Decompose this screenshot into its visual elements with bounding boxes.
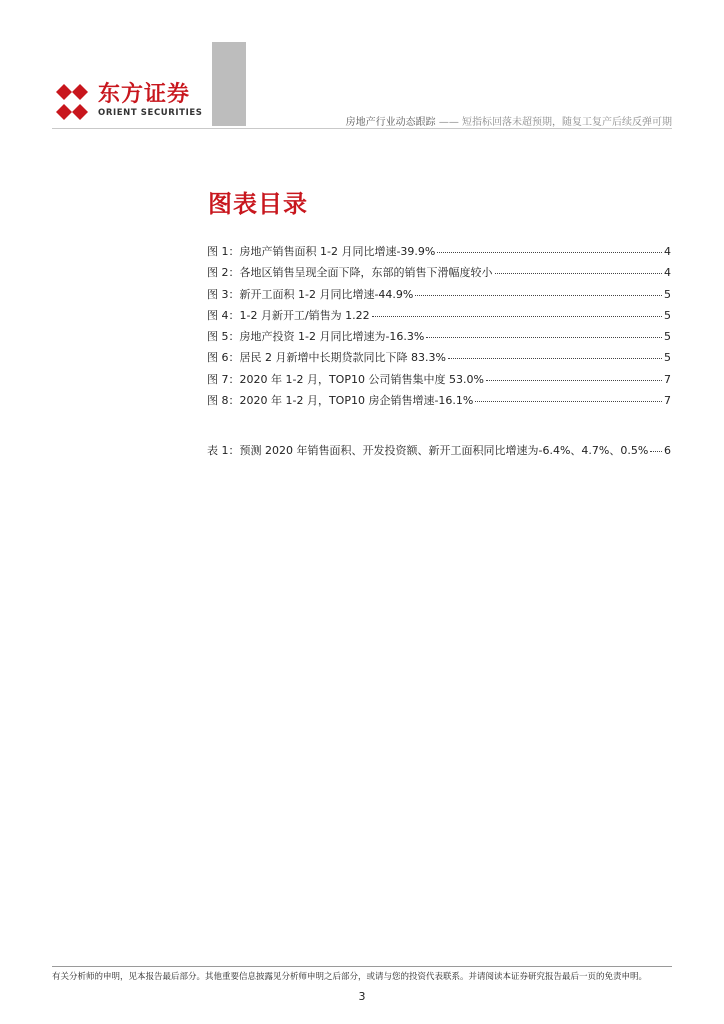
toc-entry-table-1[interactable] xyxy=(207,442,671,463)
header-separator: —— xyxy=(435,117,462,128)
toc-entry-label: 图 4：1-2 月新开工/销售为 1.22 xyxy=(207,308,370,322)
toc-leader-dots xyxy=(495,273,663,274)
toc-entry-page: 7 xyxy=(664,372,671,386)
logo-chinese-name: 东方证券 xyxy=(98,82,191,107)
toc-entry-page: 5 xyxy=(664,330,671,344)
header-gray-block xyxy=(212,42,246,126)
toc-leader-dots xyxy=(650,451,662,452)
footer-divider xyxy=(52,966,672,967)
toc-entry-page: 5 xyxy=(664,308,671,322)
toc-entry-figure-2[interactable] xyxy=(207,264,671,285)
toc-leader-dots xyxy=(486,380,662,381)
logo-mark-icon xyxy=(52,82,92,122)
toc-leader-dots xyxy=(372,316,662,317)
toc-entry-label: 图 1：房地产销售面积 1-2 月同比增速-39.9% xyxy=(207,245,436,258)
toc-leader-dots xyxy=(415,295,662,296)
figure-list xyxy=(207,243,671,413)
toc-entry-label: 图 2：各地区销售呈现全面下降，东部的销售下滑幅度较小 xyxy=(207,266,493,280)
orient-securities-logo xyxy=(52,82,212,122)
toc-entry-figure-6[interactable] xyxy=(207,349,671,370)
toc-entry-figure-3[interactable] xyxy=(207,286,671,307)
header-divider xyxy=(52,128,672,129)
toc-entry-label: 图 3：新开工面积 1-2 月同比增速-44.9% xyxy=(207,287,414,301)
toc-leader-dots xyxy=(437,252,662,253)
report-header xyxy=(346,113,672,128)
toc-entry-figure-8[interactable] xyxy=(207,392,671,413)
toc-entry-page: 5 xyxy=(664,351,671,365)
toc-entry-page: 5 xyxy=(664,287,671,301)
toc-leader-dots xyxy=(475,401,662,402)
toc-entry-label: 表 1：预测 2020 年销售面积、开发投资额、新开工面积同比增速为-6.4%、4.7%、0.5% xyxy=(207,444,649,457)
toc-entry-figure-4[interactable] xyxy=(207,307,671,328)
toc-entry-label: 图 8：2020 年 1-2 月，TOP10 房企销售增速-16.1% xyxy=(207,394,474,408)
footer-disclaimer: 有关分析师的申明，见本报告最后部分。其他重要信息披露见分析师申明之后部分，或请与您的投资代表联系。并请阅读本证券研究报告最后一页的免责申明。 xyxy=(52,972,648,982)
toc-entry-label: 图 7：2020 年 1-2 月，TOP10 公司销售集中度 53.0% xyxy=(207,372,484,386)
toc-entry-label: 图 5：房地产投资 1-2 月同比增速为-16.3% xyxy=(207,330,425,344)
toc-entry-page: 4 xyxy=(664,245,671,258)
toc-entry-figure-1[interactable] xyxy=(207,243,671,264)
toc-entry-page: 7 xyxy=(664,394,671,408)
logo-english-name: ORIENT SECURITIES xyxy=(98,108,203,118)
toc-leader-dots xyxy=(426,337,662,338)
toc-title: 图表目录 xyxy=(208,190,308,218)
toc-entry-figure-5[interactable] xyxy=(207,328,671,349)
toc-entry-label: 图 6：居民 2 月新增中长期贷款同比下降 83.3% xyxy=(207,351,446,365)
toc-entry-page: 4 xyxy=(664,266,671,280)
toc-leader-dots xyxy=(448,358,662,359)
toc-entry-page: 6 xyxy=(664,444,671,457)
report-subtitle: 短指标回落未超预期，随复工复产后续反弹可期 xyxy=(462,117,672,128)
page-number: 3 xyxy=(358,990,366,1003)
toc-entry-figure-7[interactable] xyxy=(207,371,671,392)
table-list xyxy=(207,442,671,463)
report-type: 房地产行业动态跟踪 xyxy=(345,117,436,128)
